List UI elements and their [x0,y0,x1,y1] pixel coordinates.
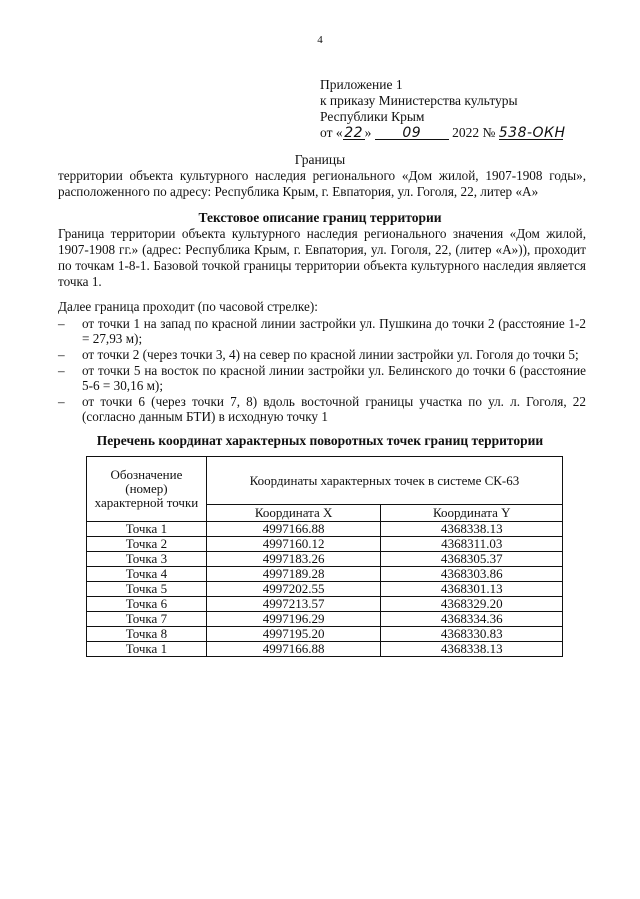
table-row [87,612,563,627]
cell-point: Точка 4 [87,567,207,582]
cell-y: 4368301.13 [381,582,563,597]
cell-y: 4368303.86 [381,567,563,582]
route-intro: Далее граница проходит (по часовой стрелке): [58,299,318,314]
table-row [87,537,563,552]
cell-point: Точка 7 [87,612,207,627]
list-item [58,394,586,424]
cell-y: 4368338.13 [381,522,563,537]
appendix-republic: Республики Крым [320,109,425,124]
list-item [58,363,586,393]
table-row [87,582,563,597]
appendix-title: Приложение 1 [320,77,403,92]
table-row [87,597,563,612]
description-heading: Текстовое описание границ территории [198,210,442,225]
cell-point: Точка 3 [87,552,207,567]
header-coordinate-x: Координата X [206,505,381,522]
appendix-order-ref: к приказу Министерства культуры [320,93,518,108]
cell-point: Точка 5 [87,582,207,597]
list-item-text: от точки 6 (через точки 7, 8) вдоль восточной границы участка по ул. л. Гоголя, 22 (согласно данным БТИ) в исходную точку 1 [82,394,586,424]
cell-y: 4368329.20 [381,597,563,612]
table-row [87,567,563,582]
dash-bullet: – [58,394,65,409]
table-row [87,522,563,537]
cell-x: 4997160.12 [206,537,381,552]
cell-y: 4368330.83 [381,627,563,642]
list-item-text: от точки 1 на запад по красной линии застройки ул. Пушкина до точки 2 (расстояние 1-2 = 27,93 м); [82,316,586,346]
handwritten-day: 22 [344,125,364,141]
cell-point: Точка 8 [87,627,207,642]
cell-x: 4997183.26 [206,552,381,567]
cell-point: Точка 1 [87,522,207,537]
table-row [87,627,563,642]
cell-y: 4368311.03 [381,537,563,552]
coordinates-table [86,456,563,657]
table-row [87,642,563,657]
object-description [58,168,586,200]
appendix-block [320,77,566,141]
cell-y: 4368334.36 [381,612,563,627]
header-coordinate-y: Координата Y [381,505,563,522]
header-coordinate-system: Координаты характерных точек в системе СК-63 [206,457,562,505]
list-item [58,316,586,346]
appendix-date-line [320,125,566,141]
cell-x: 4997189.28 [206,567,381,582]
table-title: Перечень координат характерных поворотных точек границ территории [96,433,544,448]
object-description-line1: территории объекта культурного наследия регионального «Дом жилой, 1907-1908 годы», [58,168,586,183]
dash-bullet: – [58,347,65,362]
date-quote-close: » [364,125,372,140]
object-description-line2: расположенного по адресу: Республика Крым, г. Евпатория, ул. Гоголя, 22, литер «А» [58,184,539,199]
cell-point: Точка 1 [87,642,207,657]
cell-point: Точка 6 [87,597,207,612]
page-number: 4 [317,34,323,46]
date-prefix: от « [320,125,343,140]
description-paragraph: Граница территории объекта культурного наследия регионального значения «Дом жилой, 1907-1908 гг.» (адрес: Республика Крым, г. Евпатория, ул. Гоголя, 22, (литер «А»)), проходит по точкам 1-8-1. Базовой точкой границы территории объекта культурного наследия является точка 1. [58,226,586,289]
handwritten-month: 09 [375,127,449,140]
dash-bullet: – [58,363,65,378]
handwritten-order-number: 538-ОКН [498,125,566,141]
cell-x: 4997196.29 [206,612,381,627]
cell-x: 4997213.57 [206,597,381,612]
list-item-text: от точки 5 на восток по красной линии застройки ул. Белинского до точки 6 (расстояние 5-6 = 30,16 м); [82,363,586,393]
cell-x: 4997195.20 [206,627,381,642]
cell-point: Точка 2 [87,537,207,552]
route-list [58,316,586,424]
table-row [87,552,563,567]
cell-y: 4368338.13 [381,642,563,657]
borders-title: Границы [294,152,346,167]
cell-y: 4368305.37 [381,552,563,567]
header-point-designation: Обозначение (номер) характерной точки [87,457,207,522]
cell-x: 4997166.88 [206,642,381,657]
year-and-number-label: 2022 № [452,125,496,140]
cell-x: 4997202.55 [206,582,381,597]
dash-bullet: – [58,316,65,331]
list-item [58,347,586,362]
cell-x: 4997166.88 [206,522,381,537]
coordinates-table-wrapper [86,456,563,657]
table-header-row [87,457,563,505]
list-item-text: от точки 2 (через точки 3, 4) на север по красной линии застройки ул. Гоголя до точки 5; [82,347,579,362]
